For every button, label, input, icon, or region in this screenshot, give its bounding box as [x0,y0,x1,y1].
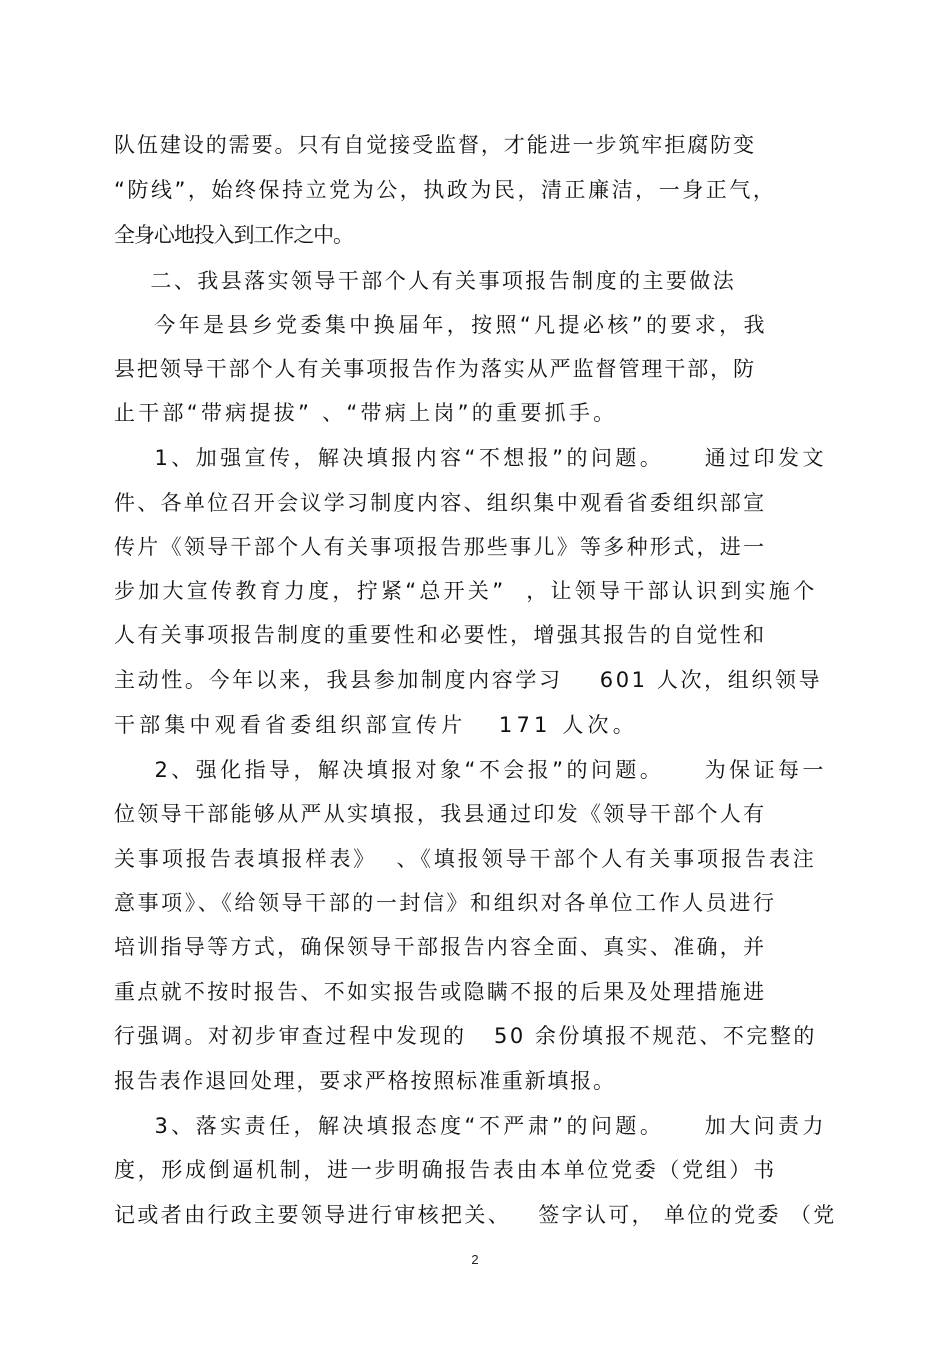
text-line: 培训指导等方式，确保领导干部报告内容全面、真实、准确，并 [114,935,767,959]
text-line: 度，形成倒逼机制，进一步明确报告表由本单位党委（党组）书 [114,1158,777,1182]
page-number: 2 [471,1252,479,1267]
text-line: 人有关事项报告制度的重要性和必要性，增强其报告的自觉性和 [114,623,767,647]
text-line: 步加大宣传教育力度，拧紧“总开关” ，让领导干部认识到实施个 [114,579,818,603]
text-line: 今年是县乡党委集中换届年，按照“凡提必核”的要求，我 [114,313,768,337]
text-line: 关事项报告表填报样表》 、《填报领导干部个人有关事项报告表注 [114,847,817,871]
text-line: 传片《领导干部个人有关事项报告那些事儿》等多种形式，进一 [114,535,767,559]
text-line: 县把领导干部个人有关事项报告作为落实从严监督管理干部，防 [114,357,757,381]
text-line: 3、落实责任，解决填报态度“不严肃”的问题。 加大问责力 [114,1114,827,1138]
text-line: 报告表作退回处理，要求严格按照标准重新填报。 [114,1069,616,1093]
text-line: “防线”，始终保持立党为公，执政为民，清正廉洁，一身正气， [114,178,777,202]
text-line: 全身心地投入到工作之中。 [114,223,353,247]
text-line: 记或者由行政主要领导进行审核把关、 签字认可， 单位的党委 （党 [114,1203,837,1227]
text-line: 二、我县落实领导干部个人有关事项报告制度的主要做法 [114,269,737,293]
text-line: 位领导干部能够从严从实填报，我县通过印发《领导干部个人有 [114,802,767,826]
text-line: 干部集中观看省委组织部宣传片 171 人次。 [114,713,638,737]
text-line: 主动性。今年以来，我县参加制度内容学习 601 人次，组织领导 [114,668,823,692]
text-line: 意事项》、《给领导干部的一封信》和组织对各单位工作人员进行 [114,891,777,915]
text-line: 止干部“带病提拔” 、“带病上岗”的重要抓手。 [114,401,618,425]
text-line: 2、强化指导，解决填报对象“不会报”的问题。 为保证每一 [114,758,827,782]
text-line: 重点就不按时报告、不如实报告或隐瞒不报的后果及处理措施进 [114,980,767,1004]
text-line: 1、加强宣传，解决填报内容“不想报”的问题。 通过印发文 [114,446,827,470]
text-line: 件、各单位召开会议学习制度内容、组织集中观看省委组织部宣 [114,491,767,515]
text-line: 队伍建设的需要。只有自觉接受监督，才能进一步筑牢拒腐防变 [114,133,757,157]
text-line: 行强调。对初步审查过程中发现的 50 余份填报不规范、不完整的 [114,1024,817,1048]
